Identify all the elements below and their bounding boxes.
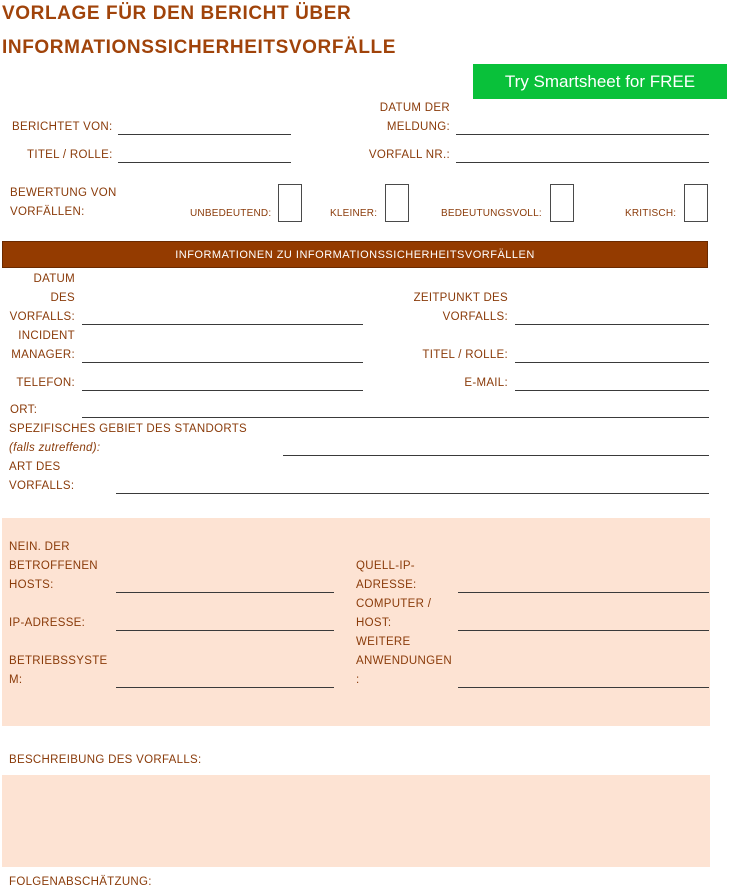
affected-hosts-label-line-2: BETROFFENEN	[9, 560, 98, 572]
source-ip-label-line-2: ADRESSE:	[356, 579, 417, 591]
reported-by-label: BERICHTET VON:	[12, 121, 113, 133]
other-apps-label-line-3: :	[356, 674, 360, 686]
rating-option-significant-label: BEDEUTUNGSVOLL:	[441, 208, 542, 219]
report-date-label-line-1: DATUM DER	[379, 102, 450, 114]
rating-option-significant-checkbox[interactable]	[550, 184, 574, 222]
incident-number-label: VORFALL NR.:	[368, 149, 450, 161]
page-title-line-1: VORLAGE FÜR DEN BERICHT ÜBER	[2, 3, 352, 24]
site-area-label: SPEZIFISCHES GEBIET DES STANDORTS	[9, 423, 248, 435]
report-date-label-line-2: MELDUNG:	[386, 121, 450, 133]
reported-by-field[interactable]	[118, 134, 291, 135]
section-header-incident-info: INFORMATIONEN ZU INFORMATIONSSICHERHEITSVORFÄLLEN	[2, 241, 708, 268]
rating-option-critical-checkbox[interactable]	[684, 184, 708, 222]
rating-label-line-1: BEWERTUNG VON	[10, 187, 117, 199]
affected-hosts-label-line-1: NEIN. DER	[9, 541, 70, 553]
rating-option-insignificant-label: UNBEDEUTEND:	[190, 208, 272, 219]
site-area-field[interactable]	[283, 455, 709, 456]
incident-number-field[interactable]	[456, 162, 709, 163]
incident-manager-field[interactable]	[82, 362, 363, 363]
email-field[interactable]	[515, 390, 709, 391]
ip-address-field[interactable]	[116, 630, 334, 631]
manager-title-role-field[interactable]	[515, 362, 709, 363]
rating-label-line-2: VORFÄLLEN:	[10, 206, 85, 218]
phone-label: TELEFON:	[16, 377, 75, 389]
try-smartsheet-button[interactable]: Try Smartsheet for FREE	[473, 64, 727, 99]
operating-system-field[interactable]	[116, 687, 334, 688]
computer-host-label-line-1: COMPUTER /	[356, 598, 432, 610]
incident-time-label-line-1: ZEITPUNKT DES	[413, 292, 508, 304]
description-field[interactable]	[2, 775, 710, 867]
incident-date-label-line-1: DATUM	[33, 273, 75, 285]
rating-option-critical-label: KRITISCH:	[625, 208, 677, 219]
site-area-note: (falls zutreffend):	[9, 442, 101, 454]
location-field[interactable]	[82, 417, 709, 418]
other-apps-field[interactable]	[458, 687, 709, 688]
incident-time-field[interactable]	[515, 324, 709, 325]
source-ip-field[interactable]	[458, 592, 709, 593]
incident-manager-label-line-1: INCIDENT	[18, 330, 75, 342]
phone-field[interactable]	[82, 390, 363, 391]
incident-type-field[interactable]	[116, 493, 709, 494]
incident-type-label-line-2: VORFALLS:	[9, 480, 75, 492]
affected-hosts-field[interactable]	[116, 592, 334, 593]
impact-assessment-label: FOLGENABSCHÄTZUNG:	[9, 876, 152, 888]
incident-type-label-line-1: ART DES	[9, 461, 61, 473]
computer-host-field[interactable]	[458, 630, 709, 631]
other-apps-label-line-2: ANWENDUNGEN	[356, 655, 452, 667]
title-role-label: TITEL / ROLLE:	[27, 149, 113, 161]
report-date-field[interactable]	[456, 134, 709, 135]
page-title-line-2: INFORMATIONSSICHERHEITSVORFÄLLE	[2, 37, 397, 58]
incident-manager-label-line-2: MANAGER:	[11, 349, 75, 361]
description-label: BESCHREIBUNG DES VORFALLS:	[9, 754, 202, 766]
title-role-field[interactable]	[118, 162, 291, 163]
incident-date-label-line-2: DES	[50, 292, 75, 304]
incident-date-label-line-3: VORFALLS:	[9, 311, 75, 323]
rating-option-insignificant-checkbox[interactable]	[278, 184, 302, 222]
operating-system-label-line-1: BETRIEBSSYSTE	[9, 655, 108, 667]
source-ip-label-line-1: QUELL-IP-	[356, 560, 415, 572]
email-label: E-MAIL:	[464, 377, 508, 389]
incident-time-label-line-2: VORFALLS:	[442, 311, 508, 323]
location-label: ORT:	[10, 404, 38, 416]
operating-system-label-line-2: M:	[9, 674, 23, 686]
incident-date-field[interactable]	[82, 324, 363, 325]
affected-hosts-label-line-3: HOSTS:	[9, 579, 54, 591]
rating-option-minor-checkbox[interactable]	[385, 184, 409, 222]
other-apps-label-line-1: WEITERE	[356, 636, 411, 648]
manager-title-role-label: TITEL / ROLLE:	[422, 349, 508, 361]
rating-option-minor-label: KLEINER:	[330, 208, 378, 219]
computer-host-label-line-2: HOST:	[356, 617, 392, 629]
ip-address-label: IP-ADRESSE:	[9, 617, 86, 629]
